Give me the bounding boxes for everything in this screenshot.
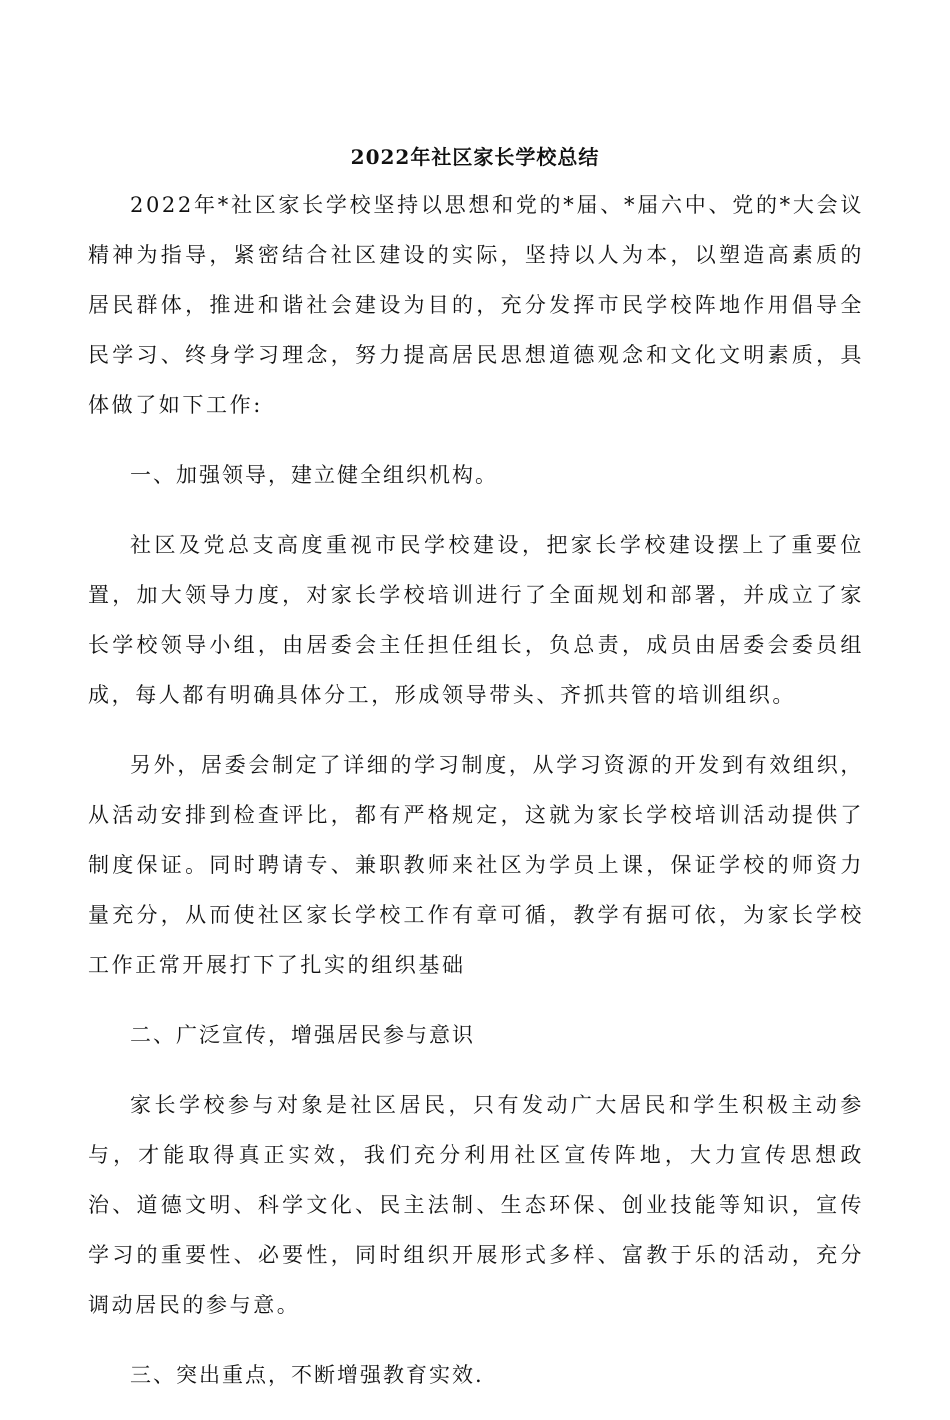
body-paragraph-2: 另外，居委会制定了详细的学习制度，从学习资源的开发到有效组织，从活动安排到检查评比，都有严格规定，这就为家长学校培训活动提供了制度保证。同时聘请专、兼职教师来社区为学员上课，保证学校的师资力量充分，从而使社区家长学校工作有章可循，教学有据可依，为家长学校工作正常开展打下了扎实的组织基础	[88, 753, 864, 977]
section-heading-1: 一、加强领导，建立健全组织机构。	[130, 463, 498, 487]
section-heading-3: 三、突出重点，不断增强教育实效.	[130, 1363, 484, 1387]
intro-paragraph: 2022年*社区家长学校坚持以思想和党的*届、*届六中、党的*大会议精神为指导，紧密结合社区建设的实际，坚持以人为本，以塑造高素质的居民群体，推进和谐社会建设为目的，充分发挥市民学校阵地作用倡导全民学习、终身学习理念，努力提高居民思想道德观念和文化文明素质，具体做了如下工作:	[88, 193, 864, 417]
document-title: 2022年社区家长学校总结	[350, 145, 600, 169]
body-paragraph-1: 社区及党总支高度重视市民学校建设，把家长学校建设摆上了重要位置，加大领导力度，对家长学校培训进行了全面规划和部署，并成立了家长学校领导小组，由居委会主任担任组长，负总责，成员由居委会委员组成，每人都有明确具体分工，形成领导带头、齐抓共管的培训组织。	[88, 533, 864, 707]
section-heading-2: 二、广泛宣传，增强居民参与意识	[130, 1023, 475, 1047]
document-body	[88, 180, 864, 1420]
body-paragraph-3: 家长学校参与对象是社区居民，只有发动广大居民和学生积极主动参与，才能取得真正实效，我们充分利用社区宣传阵地，大力宣传思想政治、道德文明、科学文化、民主法制、生态环保、创业技能等知识，宣传学习的重要性、必要性，同时组织开展形式多样、富教于乐的活动，充分调动居民的参与意。	[88, 1093, 864, 1317]
